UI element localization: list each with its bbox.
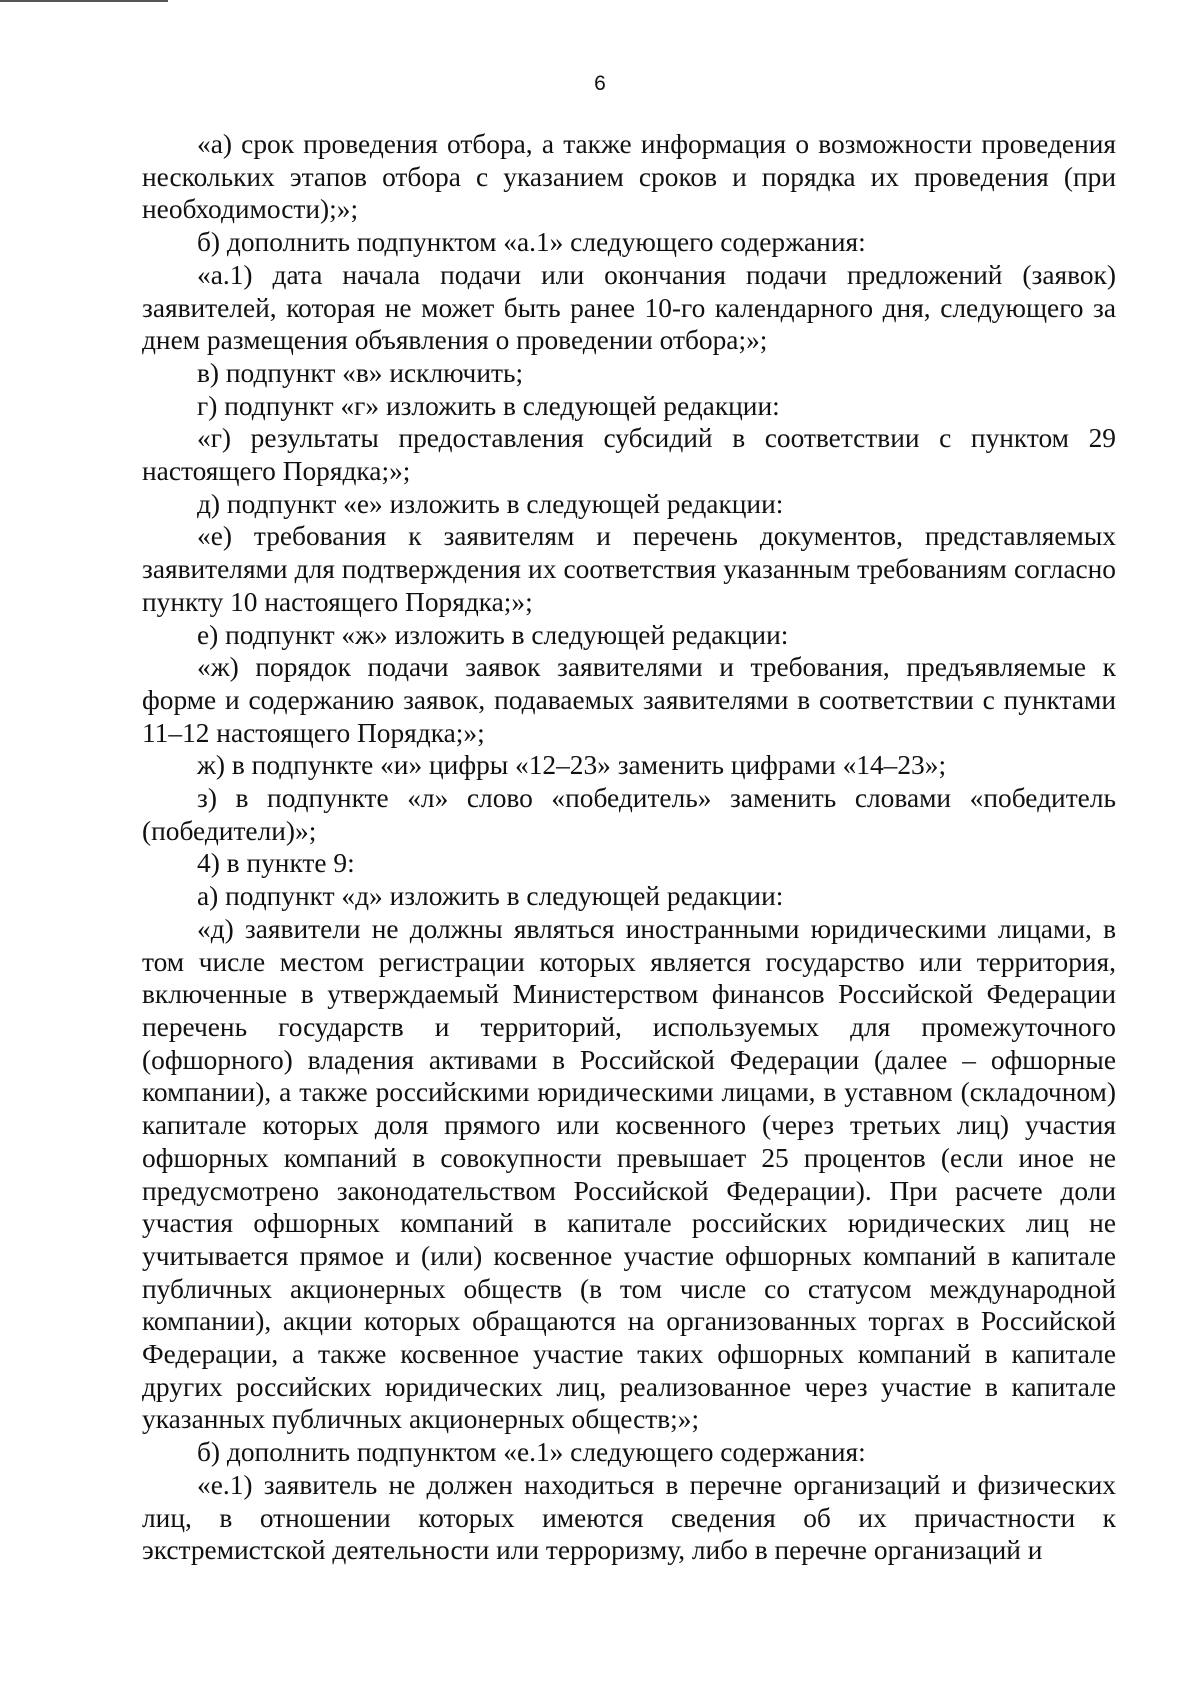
paragraph-a-podpunkt-d: а) подпункт «д» изложить в следующей редакции: [197,881,784,912]
paragraph-g-izlozhit: г) подпункт «г» изложить в следующей редакции: [197,390,780,421]
paragraph-g-rezultaty: «г) результаты предоставления субсидий в соответствии с пунктом 29 настоящего Порядка;»; [142,423,1116,487]
paragraph-a1-data: «а.1) дата начала подачи или окончания подачи предложений (заявок) заявителей, которая не может быть ранее 10-го календарного дня, следующего за днем размещения объявления о проведении отбора;»; [142,259,1116,356]
paragraph-z-slovo: з) в подпункте «л» слово «победитель» заменить словами «победитель (победители)»; [142,783,1116,846]
paragraph-a-srok: «а) срок проведения отбора, а также информация о возможности проведения нескольких этапов отбора с указанием сроков и порядка их проведения (при необходимости);»; [142,129,1116,225]
page-number: 6 [594,72,606,95]
document-body [142,128,1116,1567]
paragraph-d-izlozhit: д) подпункт «е» изложить в следующей редакции: [197,488,784,519]
paragraph-e-izlozhit: е) подпункт «ж» изложить в следующей редакции: [197,619,789,650]
scan-edge-line [0,0,168,2]
paragraph-e-trebovaniya: «е) требования к заявителям и перечень документов, представляемых заявителями для подтверждения их соответствия указанным требованиям согласно пункту 10 настоящего Порядка;»; [142,521,1116,617]
paragraph-zh-poryadok: «ж) порядок подачи заявок заявителями и требования, предъявляемые к форме и содержанию заявок, подаваемых заявителями в соответствии с пунктами 11–12 настоящего Порядка;»; [142,652,1116,748]
paragraph-zh-cifry: ж) в подпункте «и» цифры «12–23» заменить цифрами «14–23»; [197,750,947,781]
paragraph-b-dopolnit: б) дополнить подпунктом «а.1» следующего содержания: [197,227,866,258]
paragraph-e1-zayavitel: «е.1) заявитель не должен находиться в перечне организаций и физических лиц, в отношении которых имеются сведения об их причастности к экстремистской деятельности или терроризму, либо в перечне организаций и [142,1469,1116,1566]
paragraph-4-punkt-9: 4) в пункте 9: [197,848,355,879]
paragraph-b-dopolnit-e1: б) дополнить подпунктом «е.1» следующего содержания: [197,1437,866,1468]
paragraph-v-isklyuchit: в) подпункт «в» исключить; [197,357,524,388]
paragraph-d-zayaviteli: «д) заявители не должны являться иностранными юридическими лицами, в том числе местом регистрации которых является государство или территория, включенные в утверждаемый Министерством финансов Российской Федерации перечень государств и территорий, используемых для промежуточного (офшорного) владения активами в Российской Федерации (далее – офшорные компании), а также российскими юридическими лицами, в уставном (складочном) капитале которых доля прямого или косвенного (через третьих лиц) участия офшорных компаний в совокупности превышает 25 процентов (если иное не предусмотрено законодательством Российской Федерации). При расчете доли участия офшорных компаний в капитале российских юридических лиц не учитывается прямое и (или) косвенное участие офшорных компаний в капитале публичных акционерных обществ (в том числе со статусом международной компании), акции которых обращаются на организованных торгах в Российской Федерации, а также косвенное участие таких офшорных компаний в капитале других российских юридических лиц, реализованное через участие в капитале указанных публичных акционерных обществ;»; [142,913,1116,1435]
